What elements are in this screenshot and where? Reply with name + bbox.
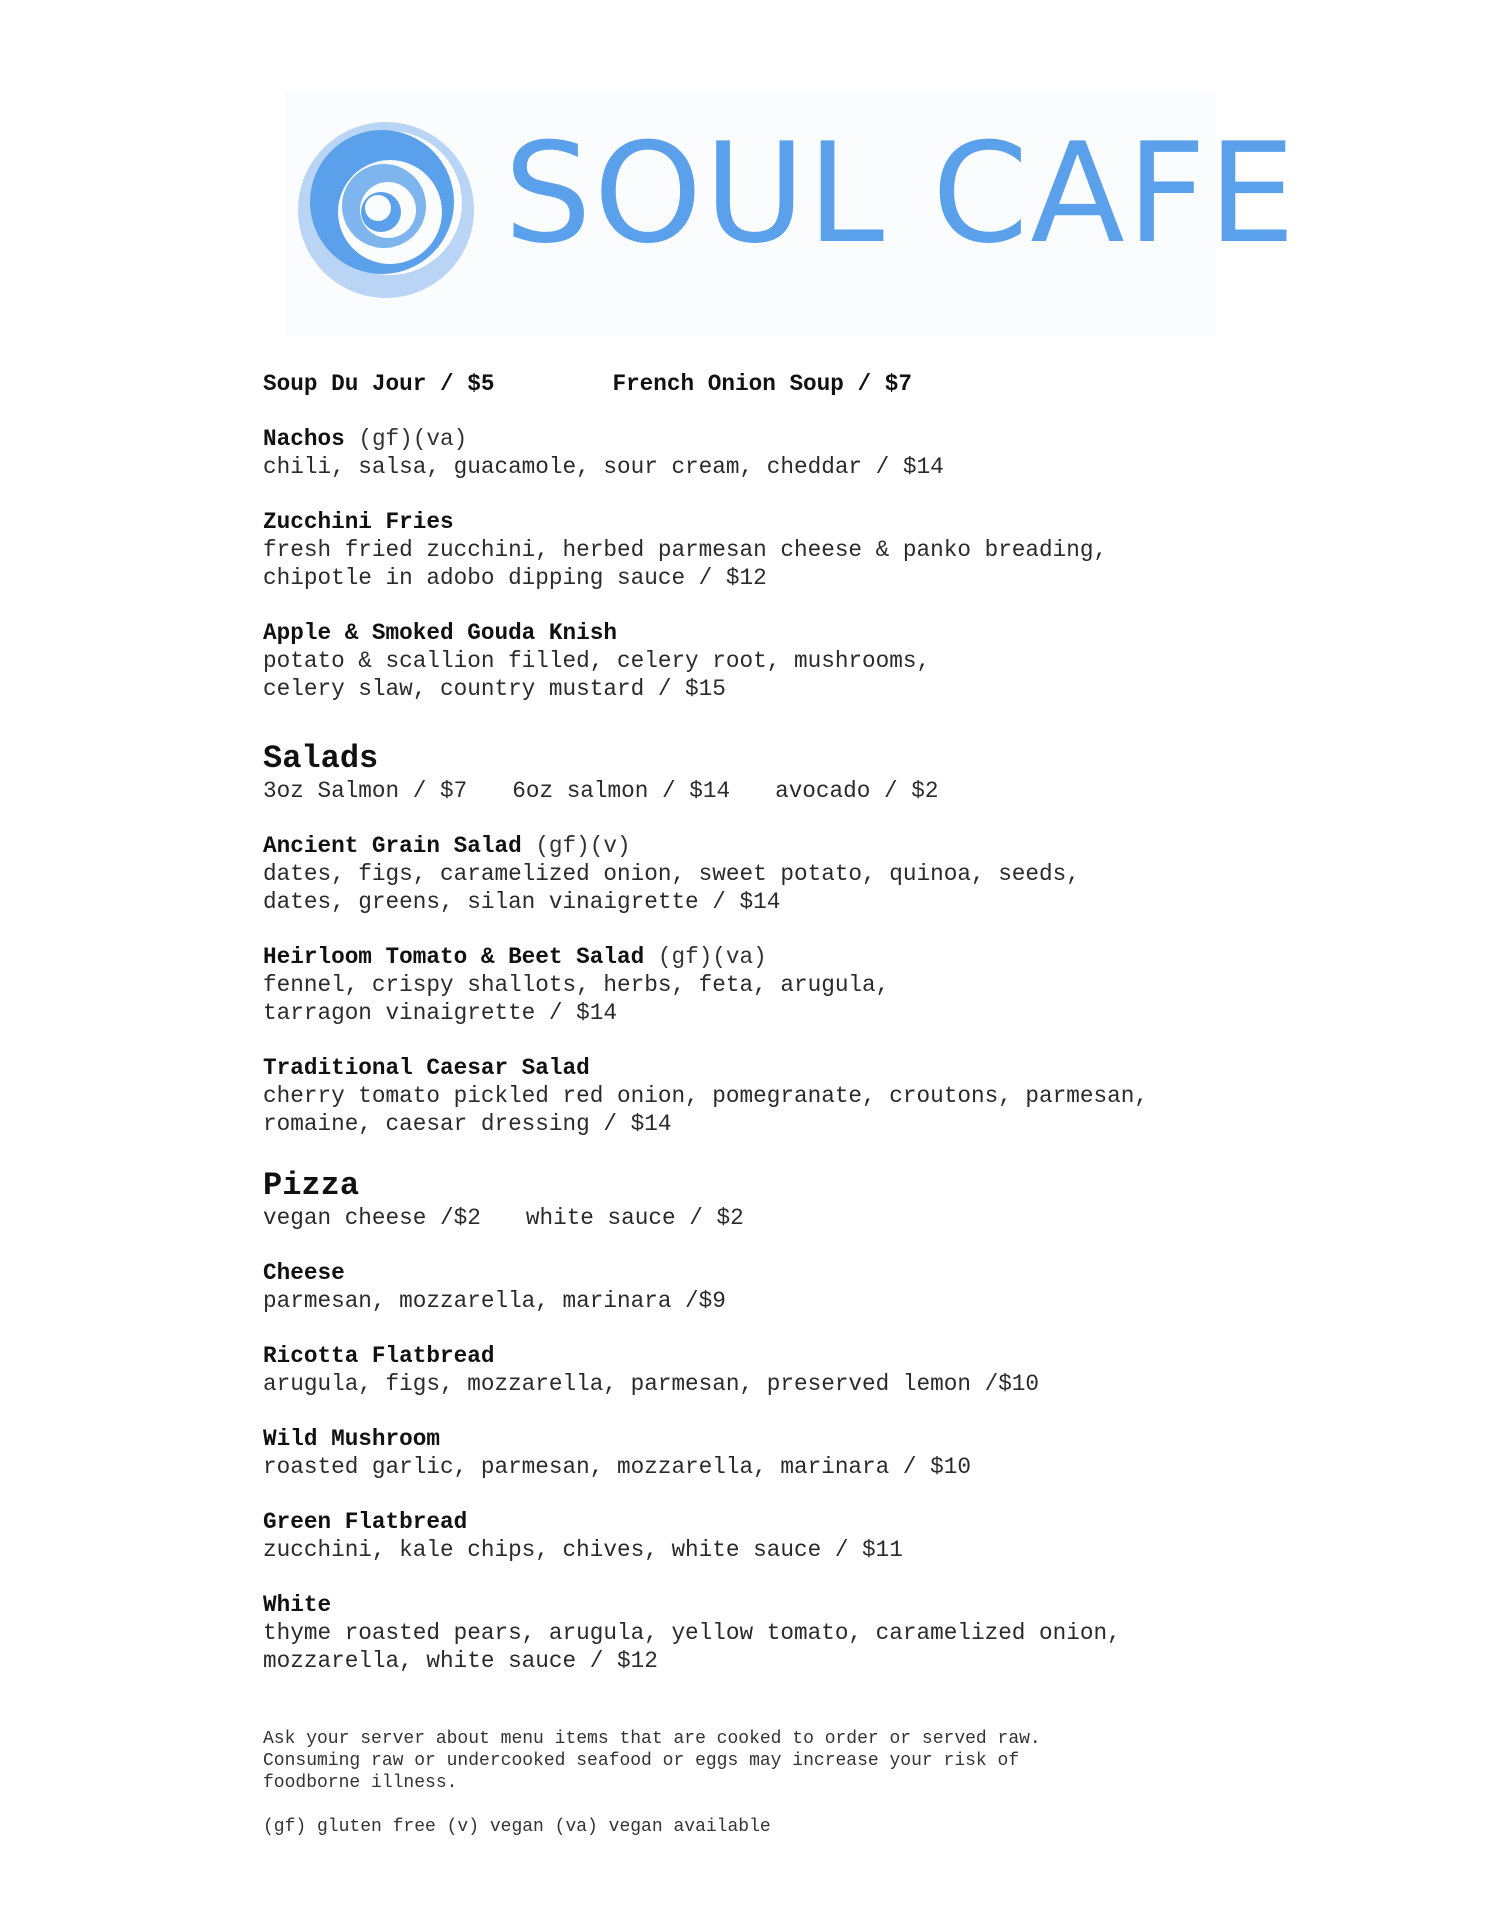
item-tags: (gf)(v) xyxy=(535,833,631,859)
notice-line: Ask your server about menu items that are cooked to order or served raw. xyxy=(263,1729,1041,1749)
addon: avocado / $2 xyxy=(775,778,939,804)
salad-addons xyxy=(263,777,1263,805)
item-name: Ancient Grain Salad xyxy=(263,833,522,859)
item-description: chipotle in adobo dipping sauce / $12 xyxy=(263,565,767,591)
item-tags: (gf)(va) xyxy=(358,426,468,452)
menu-item-ancient-grain-salad xyxy=(263,832,1263,916)
swirl-icon xyxy=(286,90,486,335)
menu-item-wild-mushroom xyxy=(263,1425,1263,1481)
notice-line: foodborne illness. xyxy=(263,1773,458,1793)
menu-item-ricotta-flatbread xyxy=(263,1342,1263,1398)
notice-line: Consuming raw or undercooked seafood or eggs may increase your risk of xyxy=(263,1751,1020,1771)
item-description: zucchini, kale chips, chives, white sauce / $11 xyxy=(263,1537,903,1563)
food-safety-notice xyxy=(263,1728,1263,1838)
soul-cafe-logo xyxy=(286,90,1298,335)
item-description: cherry tomato pickled red onion, pomegranate, croutons, parmesan, xyxy=(263,1083,1148,1109)
item-description: tarragon vinaigrette / $14 xyxy=(263,1000,617,1026)
menu-item-nachos xyxy=(263,425,1263,481)
item-name: White xyxy=(263,1592,332,1618)
menu-item-knish xyxy=(263,619,1263,703)
item-name: Zucchini Fries xyxy=(263,509,454,535)
item-name: Nachos xyxy=(263,426,345,452)
item-description: fennel, crispy shallots, herbs, feta, arugula, xyxy=(263,972,890,998)
item-description: fresh fried zucchini, herbed parmesan cheese & panko breading, xyxy=(263,537,1108,563)
addon: 3oz Salmon / $7 xyxy=(263,778,468,804)
menu-item-cheese-pizza xyxy=(263,1259,1263,1315)
item-description: celery slaw, country mustard / $15 xyxy=(263,676,726,702)
item-description: parmesan, mozzarella, marinara /$9 xyxy=(263,1288,726,1314)
pizza-addons xyxy=(263,1204,1263,1232)
french-onion-soup: French Onion Soup / $7 xyxy=(612,371,912,397)
item-description: mozzarella, white sauce / $12 xyxy=(263,1648,658,1674)
menu-item-zucchini-fries xyxy=(263,508,1263,592)
soup-row xyxy=(263,370,1263,398)
dietary-legend: (gf) gluten free (v) vegan (va) vegan available xyxy=(263,1817,771,1837)
menu-item-caesar-salad xyxy=(263,1054,1263,1138)
menu-item-white-pizza xyxy=(263,1591,1263,1675)
item-name: Traditional Caesar Salad xyxy=(263,1055,590,1081)
soup-du-jour: Soup Du Jour / $5 xyxy=(263,371,495,397)
item-tags: (gf)(va) xyxy=(657,944,767,970)
item-description: potato & scallion filled, celery root, mushrooms, xyxy=(263,648,931,674)
section-title-salads: Salads xyxy=(263,740,379,777)
item-name: Apple & Smoked Gouda Knish xyxy=(263,620,617,646)
menu-item-heirloom-tomato-salad xyxy=(263,943,1263,1027)
addon: 6oz salmon / $14 xyxy=(512,778,731,804)
brand-name: SOUL CAFE xyxy=(504,113,1298,274)
item-name: Cheese xyxy=(263,1260,345,1286)
addon: vegan cheese /$2 xyxy=(263,1205,481,1231)
item-description: dates, figs, caramelized onion, sweet potato, quinoa, seeds, xyxy=(263,861,1080,887)
item-description: romaine, caesar dressing / $14 xyxy=(263,1111,672,1137)
item-name: Heirloom Tomato & Beet Salad xyxy=(263,944,645,970)
menu-content xyxy=(263,370,1263,1675)
item-name: Green Flatbread xyxy=(263,1509,468,1535)
item-description: roasted garlic, parmesan, mozzarella, marinara / $10 xyxy=(263,1454,971,1480)
item-name: Ricotta Flatbread xyxy=(263,1343,495,1369)
addon: white sauce / $2 xyxy=(525,1205,744,1231)
item-description: dates, greens, silan vinaigrette / $14 xyxy=(263,889,781,915)
item-description: arugula, figs, mozzarella, parmesan, preserved lemon /$10 xyxy=(263,1371,1040,1397)
item-name: Wild Mushroom xyxy=(263,1426,440,1452)
item-description: chili, salsa, guacamole, sour cream, cheddar / $14 xyxy=(263,454,944,480)
item-description: thyme roasted pears, arugula, yellow tomato, caramelized onion, xyxy=(263,1620,1121,1646)
section-title-pizza: Pizza xyxy=(263,1167,360,1204)
menu-item-green-flatbread xyxy=(263,1508,1263,1564)
